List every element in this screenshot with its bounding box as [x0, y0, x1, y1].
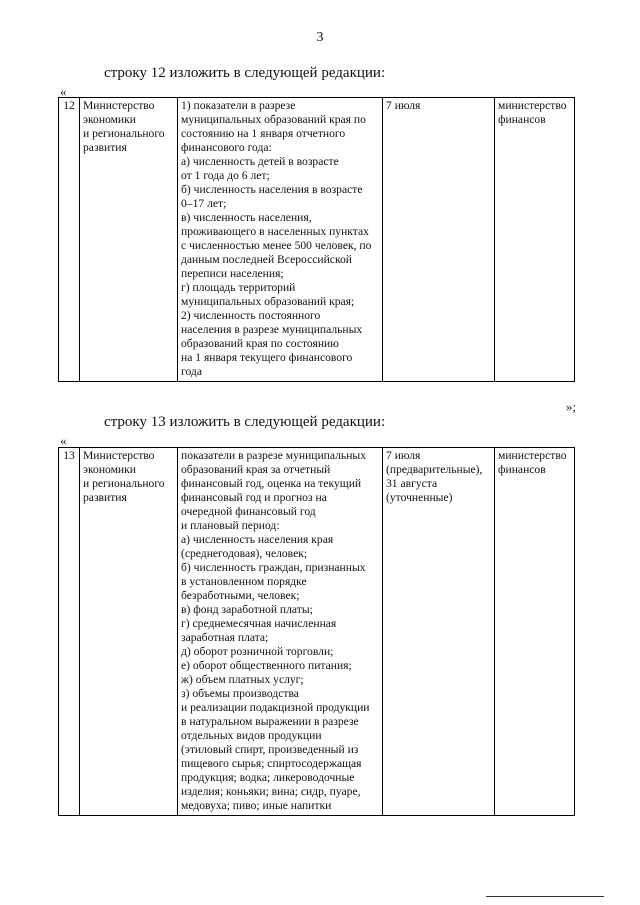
indicator-line: в натуральном выражении в разрезе: [181, 715, 359, 728]
deadline-line: 31 августа: [386, 477, 438, 490]
indicator-line: б) численность населения в возрасте: [181, 183, 363, 196]
responsible-line: министерство: [498, 99, 567, 112]
deadline-cell: [383, 448, 495, 816]
indicator-line: изделия; коньяки; вина; сидр, пуаре,: [181, 785, 361, 798]
table-row: [59, 98, 575, 382]
indicator-line: продукция; водка; ликероводочные: [181, 771, 355, 784]
table-row-13: [58, 447, 575, 816]
row-number-cell: [59, 448, 80, 816]
organization-line: и регионального: [83, 127, 165, 140]
indicator-line: от 1 года до 6 лет;: [181, 169, 270, 182]
deadline-line: (предварительные),: [386, 463, 483, 476]
table-row-12: [58, 97, 575, 382]
indicator-line: проживающего в населенных пунктах: [181, 225, 369, 238]
organization-line: и регионального: [83, 477, 165, 490]
opening-quote-row-12: «: [60, 84, 67, 99]
indicator-line: а) численность детей в возрасте: [181, 155, 339, 168]
indicator-line: финансовый год, оценка на текущий: [181, 477, 362, 490]
indicator-line: данным последней Всероссийской: [181, 253, 352, 266]
indicators-cell: [178, 448, 383, 816]
indicator-line: заработная плата;: [181, 631, 269, 644]
organization-line: Министерство: [83, 449, 155, 462]
indicator-line: медовуха; пиво; иные напитки: [181, 799, 332, 812]
instruction-row-12: строку 12 изложить в следующей редакции:: [104, 65, 386, 81]
indicator-line: муниципальных образований края;: [181, 295, 355, 308]
indicator-line: 0–17 лет;: [181, 197, 227, 210]
indicator-line: а) численность населения края: [181, 533, 334, 546]
indicator-line: е) оборот общественного питания;: [181, 659, 352, 672]
indicator-line: года: [181, 365, 202, 378]
indicator-line: образований края по состоянию: [181, 337, 339, 350]
row-number-cell: [59, 98, 80, 382]
deadline-line: 7 июля: [386, 99, 421, 112]
table-row: [59, 448, 575, 816]
indicator-line: ж) объем платных услуг;: [181, 673, 304, 686]
indicator-line: з) объемы производства: [181, 687, 299, 700]
indicator-line: б) численность граждан, признанных: [181, 561, 366, 574]
indicator-line: состоянию на 1 января отчетного: [181, 127, 346, 140]
indicator-line: и реализации подакцизной продукции: [181, 701, 370, 714]
responsible-cell: [495, 98, 575, 382]
deadline-line: 7 июля: [386, 449, 421, 462]
indicators-cell: [178, 98, 383, 382]
indicator-line: образований края за отчетный: [181, 463, 331, 476]
indicator-line: г) среднемесячная начисленная: [181, 617, 337, 630]
responsible-line: финансов: [498, 463, 546, 476]
deadline-line: (уточненные): [386, 491, 453, 504]
row-number: 12: [63, 99, 75, 112]
indicator-line: 2) численность постоянного: [181, 309, 321, 322]
instruction-row-13: строку 13 изложить в следующей редакции:: [104, 414, 386, 430]
indicator-line: в) численность населения,: [181, 211, 312, 224]
opening-quote-row-13: «: [60, 433, 67, 448]
indicator-line: населения в разрезе муниципальных: [181, 323, 363, 336]
indicator-line: 1) показатели в разрезе: [181, 99, 296, 112]
indicator-line: финансового года:: [181, 141, 272, 154]
indicator-line: и плановый период:: [181, 519, 280, 532]
indicator-line: очередной финансовый год: [181, 505, 316, 518]
responsible-line: финансов: [498, 113, 546, 126]
indicator-line: г) площадь территорий: [181, 281, 296, 294]
closing-quote-row-12: »;: [566, 399, 577, 414]
organization-cell: [80, 448, 178, 816]
indicator-line: отдельных видов продукции: [181, 729, 322, 742]
indicator-line: муниципальных образований края по: [181, 113, 366, 126]
indicator-line: безработными, человек;: [181, 589, 300, 602]
organization-line: развития: [83, 491, 127, 504]
indicator-line: (среднегодовая), человек;: [181, 547, 308, 560]
organization-line: Министерство: [83, 99, 155, 112]
organization-cell: [80, 98, 178, 382]
indicator-line: финансовый год и прогноз на: [181, 491, 327, 504]
row-number: 13: [63, 449, 75, 462]
responsible-cell: [495, 448, 575, 816]
indicator-line: пищевого сырья; спиртосодержащая: [181, 757, 362, 770]
indicator-line: (этиловый спирт, произведенный из: [181, 743, 359, 756]
page-number: 3: [316, 30, 324, 45]
indicator-line: переписи населения;: [181, 267, 284, 280]
indicator-line: в установленном порядке: [181, 575, 307, 588]
organization-line: экономики: [83, 113, 136, 126]
responsible-line: министерство: [498, 449, 567, 462]
indicator-line: с численностью менее 500 человек, по: [181, 239, 372, 252]
organization-line: экономики: [83, 463, 136, 476]
page-bottom-rule: [486, 896, 604, 897]
organization-line: развития: [83, 141, 127, 154]
indicator-line: д) оборот розничной торговли;: [181, 645, 334, 658]
indicator-line: в) фонд заработной платы;: [181, 603, 313, 616]
indicator-line: показатели в разрезе муниципальных: [181, 449, 367, 462]
indicator-line: на 1 января текущего финансового: [181, 351, 353, 364]
deadline-cell: [383, 98, 495, 382]
